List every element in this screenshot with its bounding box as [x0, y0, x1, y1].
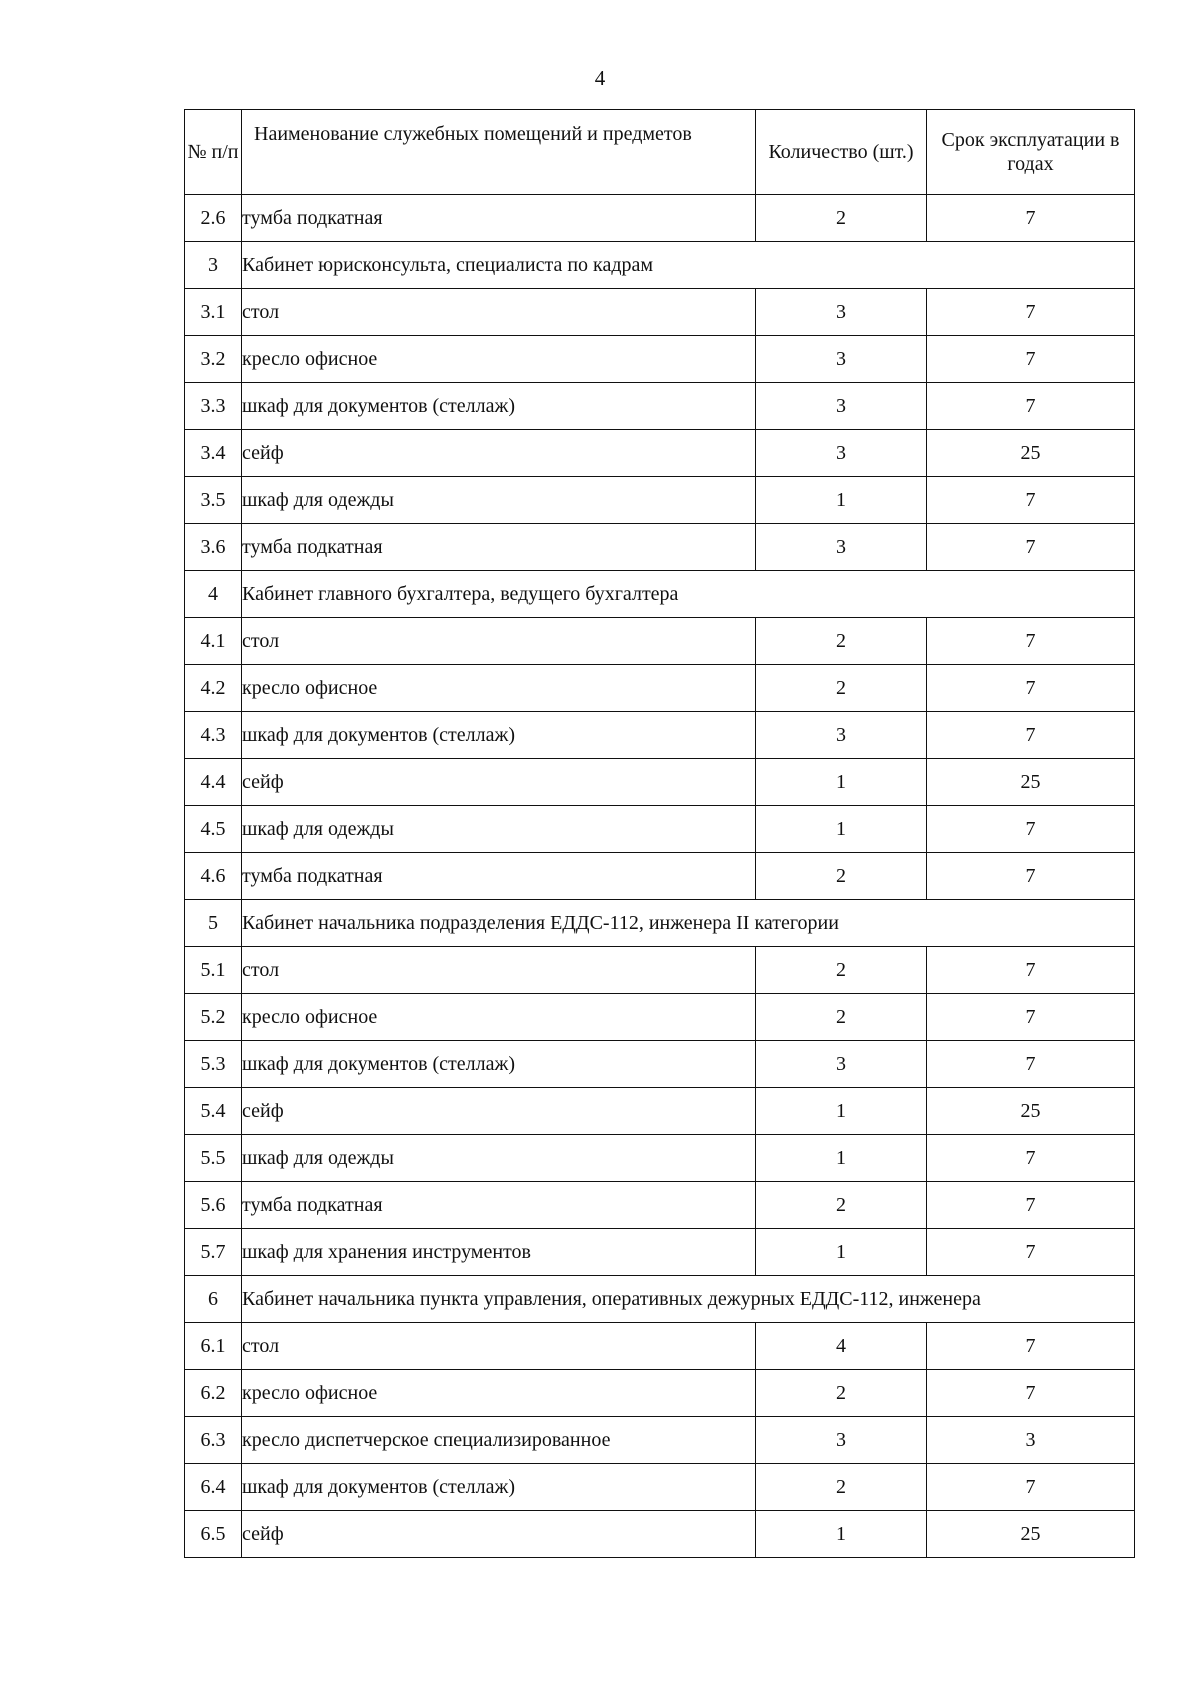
row-number: 4.3 — [185, 712, 242, 759]
item-name: тумба подкатная — [242, 1182, 756, 1229]
item-quantity: 2 — [756, 1370, 927, 1417]
item-quantity: 3 — [756, 430, 927, 477]
item-quantity: 1 — [756, 1229, 927, 1276]
item-name: сейф — [242, 430, 756, 477]
item-quantity: 2 — [756, 853, 927, 900]
item-quantity: 3 — [756, 383, 927, 430]
item-name: кресло офисное — [242, 665, 756, 712]
table-row — [185, 336, 1135, 383]
item-name: тумба подкатная — [242, 195, 756, 242]
table-row — [185, 1370, 1135, 1417]
row-number: 3.5 — [185, 477, 242, 524]
row-number: 6.1 — [185, 1323, 242, 1370]
section-row — [185, 571, 1135, 618]
item-name: шкаф для одежды — [242, 806, 756, 853]
row-number: 5.3 — [185, 1041, 242, 1088]
item-quantity: 1 — [756, 1088, 927, 1135]
item-service-life: 7 — [927, 618, 1135, 665]
item-quantity: 3 — [756, 336, 927, 383]
table-row — [185, 947, 1135, 994]
section-title: Кабинет начальника подразделения ЕДДС-112, инженера II категории — [242, 900, 1135, 947]
item-service-life: 7 — [927, 1370, 1135, 1417]
table-row — [185, 994, 1135, 1041]
row-number: 5.2 — [185, 994, 242, 1041]
item-name: кресло офисное — [242, 994, 756, 1041]
item-service-life: 7 — [927, 994, 1135, 1041]
row-number: 4 — [185, 571, 242, 618]
item-name: шкаф для документов (стеллаж) — [242, 712, 756, 759]
header-name: Наименование служебных помещений и предметов — [242, 110, 756, 195]
section-row — [185, 242, 1135, 289]
item-service-life: 7 — [927, 712, 1135, 759]
item-service-life: 7 — [927, 524, 1135, 571]
item-service-life: 25 — [927, 1511, 1135, 1558]
table-row — [185, 524, 1135, 571]
row-number: 4.5 — [185, 806, 242, 853]
item-service-life: 7 — [927, 665, 1135, 712]
item-service-life: 7 — [927, 289, 1135, 336]
item-name: тумба подкатная — [242, 853, 756, 900]
table-row — [185, 1088, 1135, 1135]
item-service-life: 7 — [927, 1464, 1135, 1511]
item-service-life: 7 — [927, 806, 1135, 853]
table-row — [185, 853, 1135, 900]
item-name: сейф — [242, 1511, 756, 1558]
item-service-life: 7 — [927, 336, 1135, 383]
item-service-life: 7 — [927, 1229, 1135, 1276]
item-quantity: 1 — [756, 1135, 927, 1182]
table-row — [185, 806, 1135, 853]
item-name: тумба подкатная — [242, 524, 756, 571]
row-number: 4.4 — [185, 759, 242, 806]
item-service-life: 7 — [927, 195, 1135, 242]
header-num: № п/п — [185, 110, 242, 195]
row-number: 6.4 — [185, 1464, 242, 1511]
row-number: 5.4 — [185, 1088, 242, 1135]
item-name: шкаф для документов (стеллаж) — [242, 1041, 756, 1088]
row-number: 4.1 — [185, 618, 242, 665]
item-name: сейф — [242, 1088, 756, 1135]
item-quantity: 2 — [756, 1182, 927, 1229]
table-row — [185, 1182, 1135, 1229]
item-name: стол — [242, 1323, 756, 1370]
item-name: шкаф для одежды — [242, 1135, 756, 1182]
item-quantity: 2 — [756, 947, 927, 994]
table-row — [185, 1135, 1135, 1182]
item-service-life: 25 — [927, 1088, 1135, 1135]
table-row — [185, 477, 1135, 524]
item-quantity: 1 — [756, 806, 927, 853]
row-number: 3.4 — [185, 430, 242, 477]
row-number: 3.2 — [185, 336, 242, 383]
item-name: шкаф для документов (стеллаж) — [242, 1464, 756, 1511]
section-title: Кабинет начальника пункта управления, оперативных дежурных ЕДДС-112, инженера — [242, 1276, 1135, 1323]
row-number: 3.1 — [185, 289, 242, 336]
table-row — [185, 1041, 1135, 1088]
table-body — [185, 195, 1135, 1558]
item-name: стол — [242, 289, 756, 336]
row-number: 3 — [185, 242, 242, 289]
item-service-life: 7 — [927, 1323, 1135, 1370]
section-title: Кабинет главного бухгалтера, ведущего бухгалтера — [242, 571, 1135, 618]
table-row — [185, 712, 1135, 759]
item-quantity: 4 — [756, 1323, 927, 1370]
item-quantity: 1 — [756, 477, 927, 524]
item-quantity: 3 — [756, 712, 927, 759]
item-service-life: 7 — [927, 947, 1135, 994]
item-service-life: 7 — [927, 383, 1135, 430]
inventory-table — [184, 109, 1135, 1558]
table-row — [185, 289, 1135, 336]
item-quantity: 3 — [756, 1417, 927, 1464]
item-service-life: 7 — [927, 1135, 1135, 1182]
item-name: стол — [242, 947, 756, 994]
item-name: шкаф для хранения инструментов — [242, 1229, 756, 1276]
table-row — [185, 1417, 1135, 1464]
table-row — [185, 1229, 1135, 1276]
row-number: 4.2 — [185, 665, 242, 712]
row-number: 5.5 — [185, 1135, 242, 1182]
row-number: 6.5 — [185, 1511, 242, 1558]
section-row — [185, 900, 1135, 947]
row-number: 5.6 — [185, 1182, 242, 1229]
item-quantity: 1 — [756, 759, 927, 806]
item-service-life: 7 — [927, 477, 1135, 524]
table-row — [185, 665, 1135, 712]
item-quantity: 3 — [756, 1041, 927, 1088]
item-name: сейф — [242, 759, 756, 806]
table-row — [185, 1323, 1135, 1370]
section-row — [185, 1276, 1135, 1323]
item-name: стол — [242, 618, 756, 665]
item-quantity: 2 — [756, 195, 927, 242]
item-quantity: 1 — [756, 1511, 927, 1558]
table-row — [185, 759, 1135, 806]
item-name: кресло офисное — [242, 1370, 756, 1417]
row-number: 3.6 — [185, 524, 242, 571]
row-number: 5 — [185, 900, 242, 947]
item-name: шкаф для одежды — [242, 477, 756, 524]
table-row — [185, 383, 1135, 430]
item-quantity: 2 — [756, 994, 927, 1041]
section-title: Кабинет юрисконсульта, специалиста по кадрам — [242, 242, 1135, 289]
item-service-life: 7 — [927, 1182, 1135, 1229]
row-number: 6.2 — [185, 1370, 242, 1417]
table-row — [185, 618, 1135, 665]
row-number: 6 — [185, 1276, 242, 1323]
item-quantity: 2 — [756, 618, 927, 665]
item-quantity: 3 — [756, 289, 927, 336]
row-number: 2.6 — [185, 195, 242, 242]
item-quantity: 2 — [756, 1464, 927, 1511]
page-number: 4 — [594, 66, 606, 90]
row-number: 5.1 — [185, 947, 242, 994]
table-row — [185, 1511, 1135, 1558]
row-number: 5.7 — [185, 1229, 242, 1276]
item-quantity: 3 — [756, 524, 927, 571]
header-term: Срок эксплуатации в годах — [927, 110, 1135, 195]
table-row — [185, 195, 1135, 242]
item-service-life: 7 — [927, 1041, 1135, 1088]
header-qty: Количество (шт.) — [756, 110, 927, 195]
item-service-life: 25 — [927, 430, 1135, 477]
item-name: шкаф для документов (стеллаж) — [242, 383, 756, 430]
item-service-life: 25 — [927, 759, 1135, 806]
row-number: 6.3 — [185, 1417, 242, 1464]
item-quantity: 2 — [756, 665, 927, 712]
item-service-life: 7 — [927, 853, 1135, 900]
item-name: кресло офисное — [242, 336, 756, 383]
table-row — [185, 430, 1135, 477]
row-number: 4.6 — [185, 853, 242, 900]
table-header-row — [185, 110, 1135, 195]
item-service-life: 3 — [927, 1417, 1135, 1464]
table-row — [185, 1464, 1135, 1511]
row-number: 3.3 — [185, 383, 242, 430]
item-name: кресло диспетчерское специализированное — [242, 1417, 756, 1464]
